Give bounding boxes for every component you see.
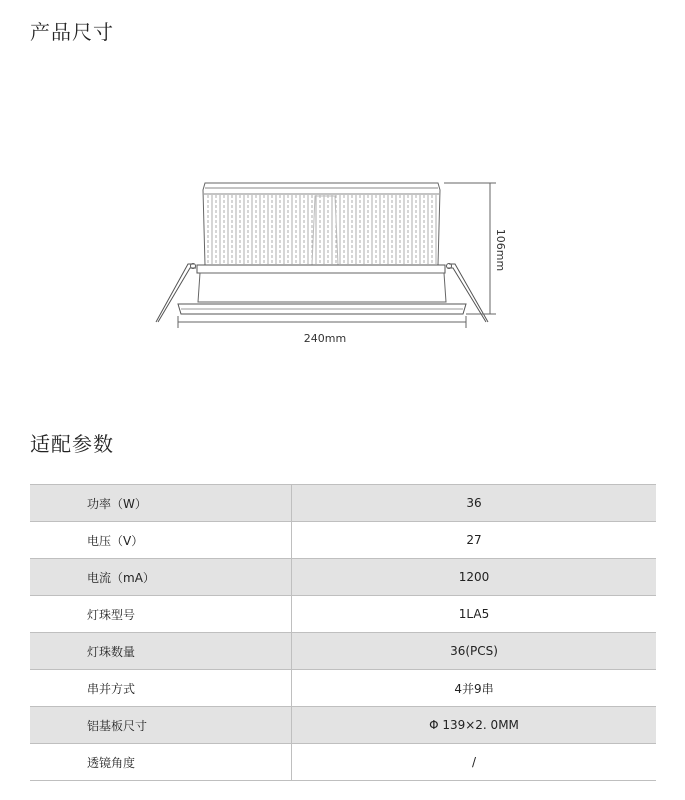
section-title-product-size: 产品尺寸 bbox=[30, 20, 114, 44]
table-row bbox=[30, 707, 656, 744]
spec-value: 27 bbox=[292, 522, 657, 559]
width-dimension-label: 240mm bbox=[303, 332, 347, 345]
section-title-parameters: 适配参数 bbox=[30, 432, 114, 456]
height-dimension-label: 106mm bbox=[494, 228, 507, 272]
spec-value: 1LA5 bbox=[292, 596, 657, 633]
product-dimension-drawing bbox=[0, 150, 685, 360]
table-row bbox=[30, 633, 656, 670]
spec-value: 36(PCS) bbox=[292, 633, 657, 670]
table-row bbox=[30, 670, 656, 707]
spec-value: 1200 bbox=[292, 559, 657, 596]
table-row bbox=[30, 485, 656, 522]
spec-value: 4并9串 bbox=[292, 670, 657, 707]
table-row bbox=[30, 596, 656, 633]
table-row bbox=[30, 744, 656, 781]
table-row bbox=[30, 522, 656, 559]
spec-table bbox=[30, 484, 656, 781]
spec-label: 透镜角度 bbox=[30, 744, 292, 781]
spec-label: 串并方式 bbox=[30, 670, 292, 707]
spec-label: 功率（W） bbox=[30, 485, 292, 522]
spec-label: 电流（mA） bbox=[30, 559, 292, 596]
spec-value: Φ 139×2. 0MM bbox=[292, 707, 657, 744]
spec-label: 电压（V） bbox=[30, 522, 292, 559]
spec-label: 灯珠型号 bbox=[30, 596, 292, 633]
spec-value: 36 bbox=[292, 485, 657, 522]
spec-label: 铝基板尺寸 bbox=[30, 707, 292, 744]
spec-label: 灯珠数量 bbox=[30, 633, 292, 670]
spec-value: / bbox=[292, 744, 657, 781]
table-row bbox=[30, 559, 656, 596]
